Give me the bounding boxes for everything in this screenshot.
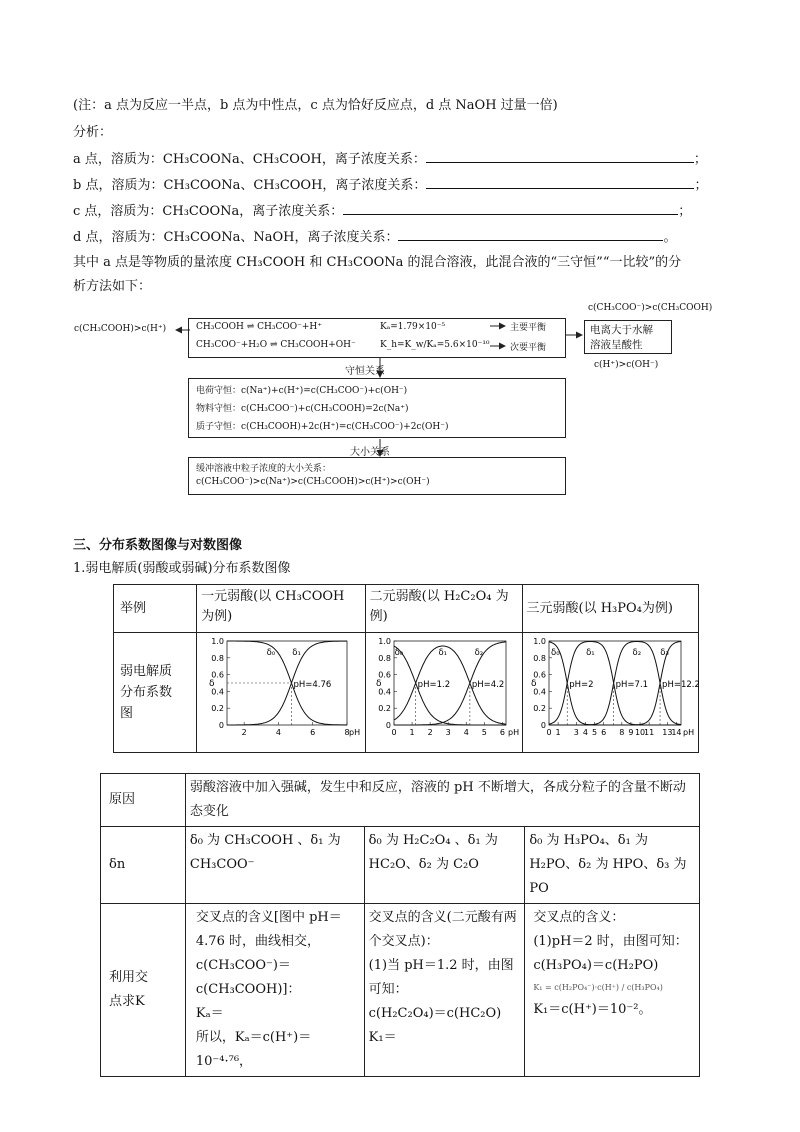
y-tick-label: 0.2 bbox=[211, 704, 225, 714]
size-label: 大小关系 bbox=[350, 447, 390, 458]
order-relation: c(CH₃COO⁻)>c(Na⁺)>c(CH₃COOH)>c(H⁺)>c(OH⁻) bbox=[196, 477, 430, 487]
table2-reason-text: 弱酸溶液中加入强碱，发生中和反应，溶液的 pH 不断增大，各成分粒子的含量不断动态变化 bbox=[185, 774, 699, 827]
y-tick-label: 1.0 bbox=[377, 637, 391, 646]
x-tick-label: 8 bbox=[618, 728, 624, 737]
point-d-text: d 点，溶质为：CH₃COONa、NaOH，离子浓度关系： bbox=[73, 230, 399, 245]
point-d-end: 。 bbox=[663, 230, 677, 245]
y-tick-label: 0.4 bbox=[211, 687, 225, 697]
y-tick-label: 0.6 bbox=[211, 670, 225, 680]
crossing-label: pH=1.2 bbox=[417, 680, 450, 690]
x-tick-label: 9 bbox=[627, 728, 633, 737]
table2-dn-1: δ₀ 为 CH₃COOH 、δ₁ 为 CH₃COO⁻ bbox=[185, 827, 364, 904]
chart-triprotic bbox=[523, 633, 700, 745]
chart-cell-1 bbox=[197, 633, 366, 753]
section-title: 三、分布系数图像与对数图像 bbox=[73, 538, 243, 553]
right-box-line1: 电离大于水解 bbox=[590, 324, 653, 336]
y-tick-label: 0.4 bbox=[377, 687, 391, 697]
x-tick-label: 0 bbox=[391, 728, 397, 737]
crossing-label: pH=12.2 bbox=[661, 680, 700, 690]
table2-k-2: 交叉点的含义(二元酸有两个交叉点)： (1)当 pH＝1.2 时，由图可知： c(H₂C₂O₄)＝c(HC₂O) K₁＝ bbox=[364, 904, 525, 1077]
y-tick-label: 0 bbox=[218, 721, 225, 730]
chart-cell-2 bbox=[365, 633, 522, 753]
y-tick-label: 0.8 bbox=[377, 653, 391, 663]
series-label: δ₀ bbox=[266, 648, 276, 658]
intro-line-1: 其中 a 点是等物质的量浓度 CH₃COOH 和 CH₃COONa 的混合溶液，此混合液的“三守恒”“一比较”的分 bbox=[73, 255, 682, 270]
table2-k-3: 交叉点的含义： (1)pH＝2 时，由图可知： c(H₃PO₄)＝c(H₂PO) K₁ = c(H₂PO₄⁻)·c(H⁺) / c(H₃PO₄) K₁＝c(H⁺)＝10⁻²。 bbox=[525, 904, 700, 1077]
series-label: δ₀ bbox=[394, 648, 403, 658]
y-axis-label: δ bbox=[530, 679, 537, 689]
proton-balance: 质子守恒：c(CH₃COOH)+2c(H⁺)=c(CH₃COO⁻)+2c(OH⁻) bbox=[196, 422, 449, 432]
crossing-label: pH=4.76 bbox=[293, 680, 332, 690]
point-c-end: ； bbox=[678, 204, 692, 219]
table1-h1: 一元弱酸(以 CH₃COOH 为例) bbox=[197, 585, 366, 633]
equilibrium-diagram bbox=[0, 0, 800, 520]
x-tick-label: 8 bbox=[344, 728, 350, 737]
y-tick-label: 1.0 bbox=[211, 637, 225, 646]
x-axis-label: pH bbox=[682, 728, 694, 737]
table1-h0: 举例 bbox=[114, 585, 197, 633]
conservation-label: 守恒关系 bbox=[345, 366, 385, 377]
series-label: δ₀ bbox=[550, 648, 560, 658]
series-label: δ₁ bbox=[292, 648, 301, 658]
y-tick-label: 0.6 bbox=[377, 670, 391, 680]
eq1-main-label: 主要平衡 bbox=[510, 323, 547, 333]
y-tick-label: 0 bbox=[385, 721, 391, 730]
diagram-arrows bbox=[0, 0, 800, 520]
table2-dn-3: δ₀ 为 H₃PO₄、δ₁ 为 H₂PO、δ₂ 为 HPO、δ₃ 为 PO bbox=[525, 827, 700, 904]
point-b-end: ； bbox=[694, 178, 708, 193]
intro-line-2: 析方法如下： bbox=[73, 279, 152, 294]
x-tick-label: 14 bbox=[670, 728, 682, 737]
x-tick-label: 10 bbox=[634, 728, 645, 737]
chart-diprotic bbox=[366, 633, 521, 745]
note-text: (注：a 点为反应一半点，b 点为中性点，c 点为恰好反应点，d 点 NaOH 过量一倍) bbox=[73, 98, 558, 113]
crossing-label: pH=2 bbox=[568, 680, 594, 690]
x-tick-label: 1 bbox=[409, 728, 415, 737]
y-tick-label: 0.8 bbox=[211, 653, 225, 663]
point-a-end: ； bbox=[693, 152, 707, 167]
series-label: δ₁ bbox=[438, 648, 447, 658]
table2-k-1: 交叉点的含义[图中 pH＝4.76 时，曲线相交， c(CH₃COO⁻)＝ c(CH₃COOH)]： Kₐ＝ 所以，Kₐ＝c(H⁺)＝10⁻⁴·⁷⁶， bbox=[185, 904, 364, 1077]
series-label: δ₂ bbox=[632, 648, 641, 658]
x-tick-label: 3 bbox=[573, 728, 579, 737]
table1-h3: 三元弱酸(以 H₃PO₄为例) bbox=[522, 585, 698, 633]
x-tick-label: 4 bbox=[582, 728, 588, 737]
point-c-text: c 点，溶质为：CH₃COONa，离子浓度关系： bbox=[73, 204, 344, 219]
distribution-table bbox=[113, 584, 699, 753]
x-tick-label: 5 bbox=[481, 728, 487, 737]
x-tick-label: 13 bbox=[661, 728, 672, 737]
y-tick-label: 0.2 bbox=[377, 704, 391, 714]
chart-cell-3 bbox=[522, 633, 698, 753]
eq1-k: Kₐ=1.79×10⁻⁵ bbox=[380, 322, 446, 332]
y-tick-label: 0.2 bbox=[532, 704, 546, 714]
y-tick-label: 0.8 bbox=[532, 653, 546, 663]
analysis-label: 分析： bbox=[73, 125, 113, 140]
x-tick-label: 4 bbox=[275, 728, 282, 737]
x-tick-label: 11 bbox=[643, 728, 654, 737]
table2-k-label: 利用交点求K bbox=[101, 904, 186, 1077]
eq2: CH₃COO⁻+H₂O ⇌ CH₃COOH+OH⁻ bbox=[196, 340, 356, 350]
x-axis-label: pH bbox=[507, 728, 519, 737]
table1-row-label: 弱电解质分布系数图 bbox=[114, 633, 197, 753]
y-tick-label: 0 bbox=[540, 721, 546, 730]
series-label: δ₃ bbox=[659, 648, 669, 658]
sub-title: 1.弱电解质(弱酸或弱碱)分布系数图像 bbox=[73, 561, 291, 576]
x-tick-label: 6 bbox=[499, 728, 505, 737]
x-tick-label: 4 bbox=[463, 728, 469, 737]
right-box-line2: 溶液呈酸性 bbox=[590, 339, 643, 351]
eq1: CH₃COOH ⇌ CH₃COO⁻+H⁺ bbox=[196, 322, 322, 332]
analysis-table bbox=[100, 773, 700, 1077]
x-tick-label: 2 bbox=[241, 728, 247, 737]
x-tick-label: 6 bbox=[310, 728, 316, 737]
right-bottom-label: c(H⁺)>c(OH⁻) bbox=[594, 360, 659, 370]
eq2-k: K_h=K_w/Kₐ=5.6×10⁻¹⁰ bbox=[380, 340, 490, 350]
table2-dn-label: δn bbox=[101, 827, 186, 904]
table1-h2: 二元弱酸(以 H₂C₂O₄ 为例) bbox=[365, 585, 522, 633]
charge-balance: 电荷守恒：c(Na⁺)+c(H⁺)=c(CH₃COO⁻)+c(OH⁻) bbox=[196, 386, 408, 396]
left-label: c(CH₃COOH)>c(H⁺) bbox=[74, 324, 167, 334]
x-tick-label: 2 bbox=[427, 728, 433, 737]
series-label: δ₁ bbox=[585, 648, 595, 658]
x-tick-label: 6 bbox=[600, 728, 606, 737]
table2-reason-label: 原因 bbox=[101, 774, 186, 827]
chart-monoprotic bbox=[197, 633, 362, 745]
crossing-label: pH=4.2 bbox=[471, 680, 504, 690]
y-tick-label: 1.0 bbox=[532, 637, 546, 646]
point-a-text: a 点，溶质为：CH₃COONa、CH₃COOH，离子浓度关系： bbox=[73, 152, 426, 167]
y-tick-label: 0.6 bbox=[532, 670, 546, 680]
x-tick-label: 5 bbox=[591, 728, 597, 737]
y-axis-label: δ bbox=[375, 679, 382, 689]
point-b-text: b 点，溶质为：CH₃COONa、CH₃COOH，离子浓度关系： bbox=[73, 178, 427, 193]
x-axis-label: pH bbox=[349, 728, 361, 737]
x-tick-label: 3 bbox=[445, 728, 451, 737]
x-tick-label: 1 bbox=[555, 728, 561, 737]
y-axis-label: δ bbox=[209, 679, 215, 689]
table2-dn-2: δ₀ 为 H₂C₂O₄ 、δ₁ 为 HC₂O、δ₂ 为 C₂O bbox=[364, 827, 525, 904]
series-label: δ₂ bbox=[474, 648, 483, 658]
y-tick-label: 0.4 bbox=[532, 687, 546, 697]
right-top-label: c(CH₃COO⁻)>c(CH₃COOH) bbox=[588, 303, 713, 313]
eq2-minor-label: 次要平衡 bbox=[510, 343, 547, 353]
order-title: 缓冲溶液中粒子浓度的大小关系： bbox=[196, 464, 332, 474]
material-balance: 物料守恒：c(CH₃COO⁻)+c(CH₃COOH)=2c(Na⁺) bbox=[196, 404, 409, 414]
crossing-label: pH=7.1 bbox=[615, 680, 648, 690]
x-tick-label: 0 bbox=[545, 728, 552, 737]
